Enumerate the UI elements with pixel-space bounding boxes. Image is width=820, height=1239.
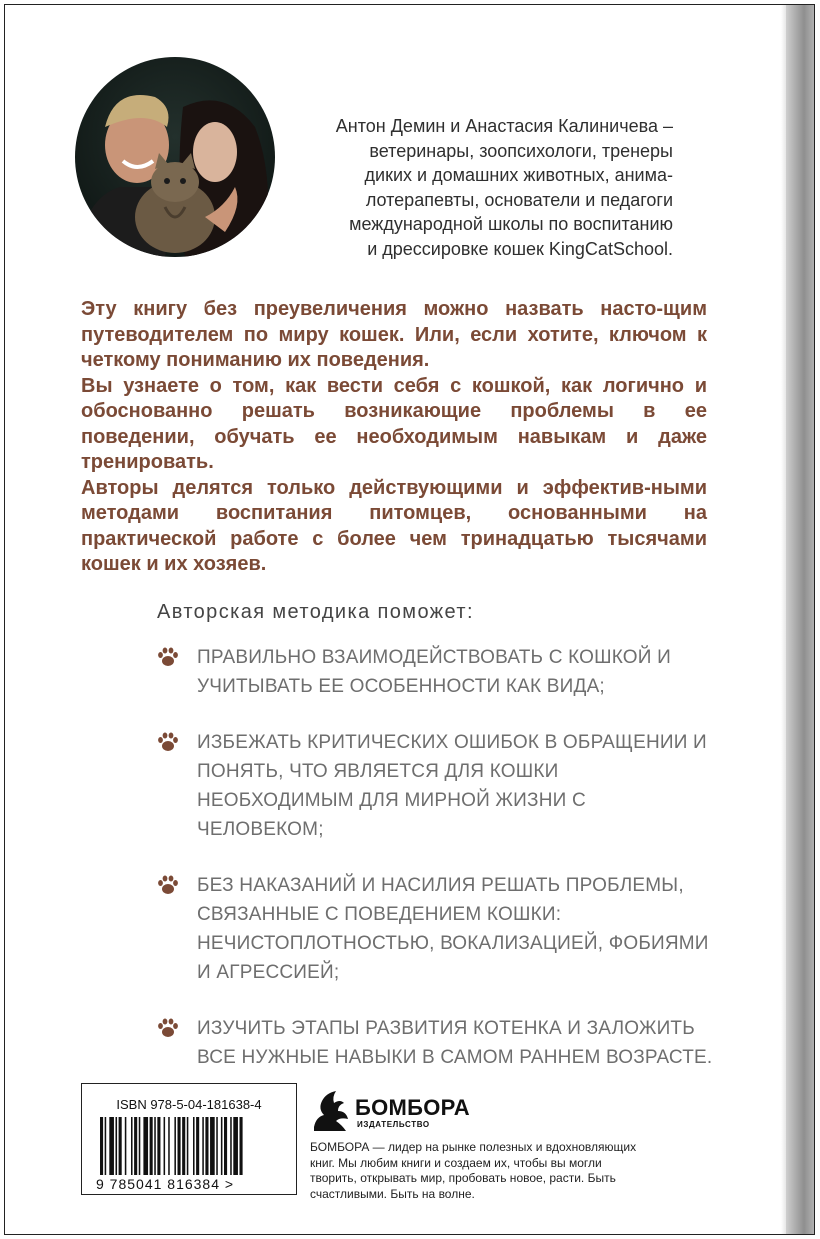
paw-icon: [157, 647, 179, 667]
barcode-bar: [139, 1117, 141, 1175]
authors-bio: [293, 114, 673, 261]
publisher-name: БОМБОРА: [355, 1095, 470, 1120]
barcode-bar: [216, 1117, 218, 1175]
list-item-text: БЕЗ НАКАЗАНИЙ И НАСИЛИЯ РЕШАТЬ ПРОБЛЕМЫ, СВЯЗАННЫЕ С ПОВЕДЕНИЕМ КОШКИ: НЕЧИСТОПЛОТНОСТЬЮ, ВОКАЛИЗАЦИЕЙ, ФОБИЯМИ И АГРЕССИЕЙ;: [197, 875, 709, 983]
barcode-bar: [221, 1117, 223, 1175]
barcode-bar: [109, 1117, 114, 1175]
book-description: [81, 297, 707, 578]
barcode-bar: [157, 1117, 160, 1175]
list-item: [157, 1014, 717, 1072]
authors-bio-line: ветеринары, зоопсихологи, тренеры: [369, 140, 673, 161]
list-item-text: ПРАВИЛЬНО ВЗАИМОДЕЙСТВОВАТЬ С КОШКОЙ И УЧИТЫВАТЬ ЕЕ ОСОБЕННОСТИ КАК ВИДА;: [197, 647, 671, 697]
paw-icon: [157, 875, 179, 895]
barcode-bar: [116, 1117, 118, 1175]
barcode-bar: [187, 1117, 189, 1175]
barcode-bar: [105, 1117, 107, 1175]
list-item: [157, 728, 717, 844]
authors-bio-line: лотерапевты, основатели и педагоги: [365, 189, 673, 210]
barcode-bar: [154, 1117, 156, 1175]
barcode-bar: [134, 1117, 137, 1175]
barcode-bar: [233, 1117, 238, 1175]
barcode-bar: [168, 1117, 170, 1175]
barcode-bar: [182, 1117, 185, 1175]
authors-bio-line: и дрессировке кошек KingCatSchool.: [367, 238, 673, 259]
description-paragraph: Авторы делятся только действующими и эффектив-ными методами воспитания питомцев, основанными на практической работе с более чем тринадцатью тысячами кошек и их хозяев.: [81, 476, 707, 575]
barcode-bar: [150, 1117, 153, 1175]
paw-icon: [157, 732, 179, 752]
barcode-bar: [193, 1117, 195, 1175]
list-item-text: ИЗБЕЖАТЬ КРИТИЧЕСКИХ ОШИБОК В ОБРАЩЕНИИ И ПОНЯТЬ, ЧТО ЯВЛЯЕТСЯ ДЛЯ КОШКИ НЕОБХОДИМЫМ ДЛЯ МИРНОЙ ЖИЗНИ С ЧЕЛОВЕКОМ;: [197, 732, 707, 840]
description-paragraph: Вы узнаете о том, как вести себя с кошкой, как логично и обоснованно решать возникающие проблемы в ее поведении, обучать ее необходимым навыкам и даже тренировать.: [81, 374, 707, 473]
barcode-bar: [205, 1117, 208, 1175]
description-paragraph: Эту книгу без преувеличения можно назвать насто-щим путеводителем по миру кошек. Или, если хотите, ключом к четкому пониманию их поведения.: [81, 298, 707, 371]
barcode-bar: [143, 1117, 148, 1175]
barcode-bar: [178, 1117, 181, 1175]
barcode-bar: [240, 1117, 243, 1175]
barcode-bar: [224, 1117, 227, 1175]
barcode-bar: [174, 1117, 176, 1175]
authors-photo: [75, 57, 275, 257]
authors-bio-line: диких и домашних животных, анима-: [364, 165, 673, 185]
barcode-icon: [100, 1117, 290, 1175]
bombora-logo-icon: [310, 1087, 352, 1133]
method-list: [157, 643, 717, 1072]
barcode-bar: [131, 1117, 133, 1175]
list-item: [157, 643, 717, 701]
barcode-digits: 9 785041 816384 >: [96, 1176, 235, 1192]
barcode-bar: [100, 1117, 103, 1175]
barcode-bar: [125, 1117, 127, 1175]
barcode-bar: [164, 1117, 166, 1175]
method-heading: Авторская методика поможет:: [157, 601, 474, 623]
authors-photo-illustration: [75, 57, 275, 257]
barcode-bar: [119, 1117, 122, 1175]
barcode-bar: [230, 1117, 232, 1175]
barcode-bar: [202, 1117, 204, 1175]
publisher-subtitle: ИЗДАТЕЛЬСТВО: [357, 1120, 430, 1129]
list-item: [157, 871, 717, 987]
barcode-bar: [196, 1117, 199, 1175]
authors-bio-line: международной школы по воспитанию: [349, 214, 673, 234]
publisher-description: БОМБОРА — лидер на рынке полезных и вдохновляющих книг. Мы любим книги и создаем их, чтобы вы могли творить, открывать мир, пробовать новое, расти. Быть счастливыми. Быть на волне.: [310, 1140, 637, 1201]
paw-icon: [157, 1018, 179, 1038]
list-item-text: ИЗУЧИТЬ ЭТАПЫ РАЗВИТИЯ КОТЕНКА И ЗАЛОЖИТЬ ВСЕ НУЖНЫЕ НАВЫКИ В САМОМ РАННЕМ ВОЗРАСТЕ.: [197, 1018, 713, 1068]
book-back-cover: [4, 4, 815, 1235]
authors-bio-line: Антон Демин и Анастасия Калиничева –: [335, 116, 673, 136]
book-spine: [786, 5, 815, 1234]
isbn-label: ISBN 978-5-04-181638-4: [116, 1097, 262, 1112]
barcode-bar: [210, 1117, 215, 1175]
isbn-barcode-box: [81, 1083, 297, 1195]
